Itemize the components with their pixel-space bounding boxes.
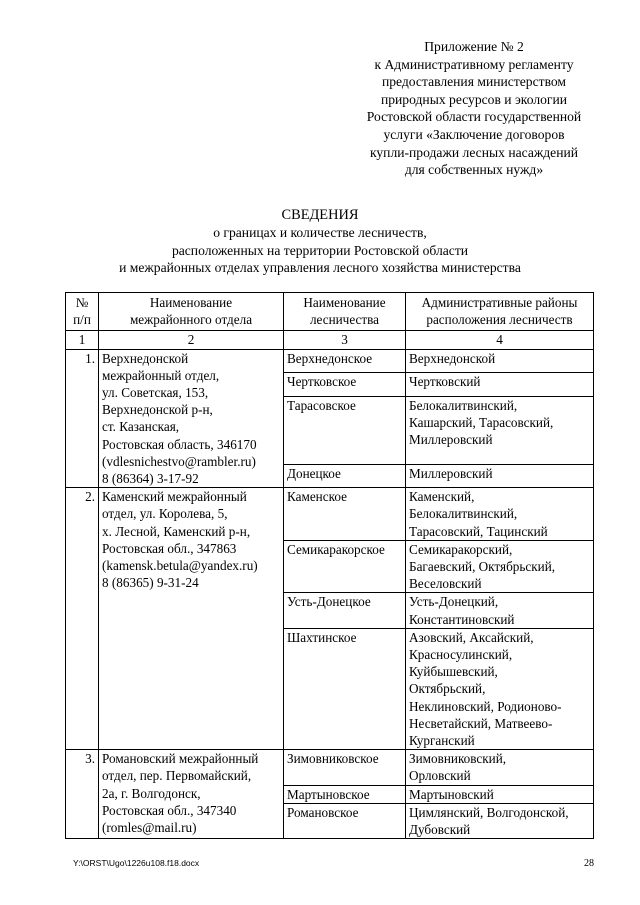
appendix-block <box>352 38 596 179</box>
districts-cell <box>406 540 594 593</box>
district-line: Веселовский <box>409 576 482 592</box>
district-line: Миллеровский <box>409 432 493 448</box>
appendix-line: предоставления министерством <box>381 74 567 90</box>
district-line: Усть-Донецкий, <box>409 594 499 610</box>
department-line: Ростовская область, 346170 <box>102 436 257 452</box>
district-line: Цимлянский, Волгодонской, <box>409 804 569 820</box>
district-line: Миллеровский <box>409 465 493 481</box>
column-numbers-row <box>66 331 594 349</box>
district-line: Каменский, <box>409 489 475 505</box>
appendix-line: услуги «Заключение договоров <box>383 126 565 142</box>
heading-line: расположенных на территории Ростовской области <box>171 242 469 258</box>
district-line: Октябрьский, <box>409 681 486 697</box>
department-line: (vdlesnichestvo@rambler.ru) <box>102 453 256 469</box>
row-number: 2. <box>66 488 99 750</box>
department-cell <box>99 349 284 488</box>
department-line: 8 (86365) 9-31-24 <box>102 575 199 591</box>
district-line: Несветайский, Матвеево- <box>409 715 553 731</box>
department-cell <box>99 750 284 839</box>
district-line: Белокалитвинский, <box>409 506 518 522</box>
column-header-line: лесничества <box>309 312 380 328</box>
document-heading <box>0 207 640 277</box>
forestry-name: Донецкое <box>284 464 406 488</box>
column-header-line: п/п <box>73 312 91 328</box>
column-header-line: Наименование <box>303 295 386 310</box>
column-header <box>66 293 99 331</box>
row-number: 3. <box>66 750 99 839</box>
table-row <box>66 750 594 785</box>
district-line: Дубовский <box>409 822 471 838</box>
district-line: Красносулинский, <box>409 647 513 663</box>
department-line: х. Лесной, Каменский р-н, <box>102 523 251 539</box>
district-line: Мартыновский <box>409 786 494 802</box>
department-line: Романовский межрайонный <box>102 751 259 767</box>
district-line: Чертковский <box>409 374 481 390</box>
districts-cell <box>406 349 594 373</box>
district-line: Куйбышевский, <box>409 664 498 680</box>
department-line: 2а, г. Волгодонск, <box>102 785 201 801</box>
department-cell <box>99 488 284 750</box>
column-number: 2 <box>99 331 284 349</box>
forestry-name: Мартыновское <box>284 785 406 803</box>
forestry-name: Чертковское <box>284 373 406 397</box>
forestry-name: Верхнедонское <box>284 349 406 373</box>
forestry-name: Зимовниковское <box>284 750 406 785</box>
column-number: 1 <box>66 331 99 349</box>
heading-line: о границах и количестве лесничеств, <box>213 225 427 241</box>
column-number: 4 <box>406 331 594 349</box>
department-line: (kamensk.betula@yandex.ru) <box>102 558 258 574</box>
document-title: СВЕДЕНИЯ <box>281 207 359 223</box>
column-header-line: межрайонного отдела <box>129 312 253 328</box>
department-line: межрайонный отдел, <box>102 367 220 383</box>
forestry-name: Усть-Донецкое <box>284 593 406 628</box>
appendix-line: природных ресурсов и экологии <box>380 91 568 107</box>
forestry-name: Семикаракорское <box>284 540 406 593</box>
department-line: Ростовская обл., 347863 <box>102 540 237 556</box>
department-line: ст. Казанская, <box>102 419 180 435</box>
district-line: Зимовниковский, <box>409 751 507 767</box>
appendix-line: к Административному регламенту <box>374 56 574 72</box>
department-line: Каменский межрайонный <box>102 489 247 505</box>
department-line: отдел, пер. Первомайский, <box>102 768 252 784</box>
districts-cell <box>406 373 594 397</box>
column-header <box>99 293 284 331</box>
district-line: Семикаракорский, <box>409 541 513 557</box>
forestry-name: Романовское <box>284 803 406 838</box>
table-header-row <box>66 293 594 331</box>
appendix-line: Ростовской области государственной <box>366 109 582 125</box>
districts-cell <box>406 396 594 464</box>
districts-cell <box>406 593 594 628</box>
district-line: Кашарский, Тарасовский, <box>409 414 554 430</box>
column-header-line: расположения лесничеств <box>426 312 573 328</box>
table-row <box>66 349 594 373</box>
column-header-line: № <box>75 295 89 310</box>
department-line: отдел, ул. Королева, 5, <box>102 506 228 522</box>
department-line: Верхнедонской р-н, <box>102 402 213 418</box>
department-line: 8 (86364) 3-17-92 <box>102 471 199 487</box>
column-header-line: Административные районы <box>421 295 578 310</box>
file-path: Y:\ORST\Ugo\1226u108.f18.docx <box>73 858 200 868</box>
districts-cell <box>406 628 594 749</box>
department-line: ул. Советская, 153, <box>102 385 209 401</box>
districts-cell <box>406 803 594 838</box>
district-line: Курганский <box>409 733 475 749</box>
row-number: 1. <box>66 349 99 488</box>
district-line: Белокалитвинский, <box>409 397 518 413</box>
district-line: Орловский <box>409 768 471 784</box>
forestries-table <box>65 292 594 839</box>
district-line: Неклиновский, Родионово- <box>409 698 562 714</box>
forestry-name: Каменское <box>284 488 406 541</box>
column-header <box>406 293 594 331</box>
forestry-name: Шахтинское <box>284 628 406 749</box>
districts-cell <box>406 488 594 541</box>
page-number: 28 <box>584 858 594 869</box>
forestry-name: Тарасовское <box>284 396 406 464</box>
district-line: Багаевский, Октябрьский, <box>409 559 556 575</box>
column-header <box>284 293 406 331</box>
districts-cell <box>406 750 594 785</box>
appendix-line: для собственных нужд» <box>404 162 544 178</box>
district-line: Константиновский <box>409 611 515 627</box>
department-line: Ростовская обл., 347340 <box>102 802 237 818</box>
column-number: 3 <box>284 331 406 349</box>
heading-line: и межрайонных отделах управления лесного хозяйства министерства <box>119 260 521 276</box>
department-line: Верхнедонской <box>102 350 189 366</box>
appendix-line: Приложение № 2 <box>424 39 524 54</box>
district-line: Верхнедонской <box>409 350 496 366</box>
districts-cell <box>406 785 594 803</box>
column-header-line: Наименование <box>149 295 233 310</box>
districts-cell <box>406 464 594 488</box>
table-row <box>66 488 594 541</box>
department-line: (romles@mail.ru) <box>102 820 197 836</box>
district-line: Тарасовский, Тацинский <box>409 523 548 539</box>
district-line: Азовский, Аксайский, <box>409 629 534 645</box>
document-subtitle <box>0 224 640 276</box>
appendix-line: купли-продажи лесных насаждений <box>369 144 579 160</box>
